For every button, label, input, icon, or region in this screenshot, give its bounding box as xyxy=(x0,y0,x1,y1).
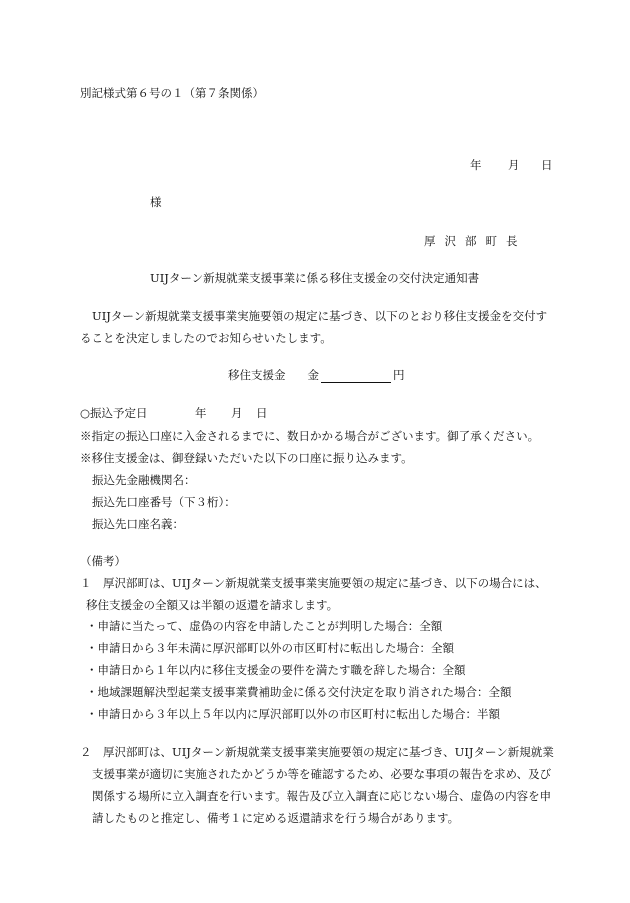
remarks-heading: （備考） xyxy=(80,554,126,568)
form-label: 別記様式第６号の１（第７条関係） xyxy=(80,86,264,100)
transfer-scheduled-label: ○振込予定日 xyxy=(80,406,148,420)
issuer: 厚沢部町長 xyxy=(424,234,527,248)
amount-unit: 円 xyxy=(393,368,405,382)
transfer-day: 日 xyxy=(256,406,268,420)
body-paragraph: UIJターン新規就業支援事業実施要領の規定に基づき、以下のとおり移住支援金を交付することを決定しましたのでお知らせいたします。 xyxy=(80,309,548,345)
transfer-month: 月 xyxy=(231,406,243,420)
date-year-label: 年 xyxy=(470,158,482,172)
amount-prefix: 金 xyxy=(307,368,319,382)
remarks-bullet: ・申請日から３年以上５年以内に厚沢部町以外の市区町村に転出した場合：半額 xyxy=(86,707,500,721)
transfer-note-1: ※指定の振込口座に入金されるまでに、数日かかる場合がございます。御了承ください。 xyxy=(80,429,540,443)
amount-blank xyxy=(321,370,391,383)
remarks-item2-line1: ２ 厚沢部町は、UIJターン新規就業支援事業実施要領の規定に基づき、UIJターン新規就業 xyxy=(80,745,554,759)
remarks-bullet: ・申請日から３年未満に厚沢部町以外の市区町村に転出した場合：全額 xyxy=(86,641,454,655)
remarks-item2-line2: 支援事業が適切に実施されたかどうか等を確認するため、必要な事項の報告を求め、及び xyxy=(92,767,552,781)
amount-label: 移住支援金 xyxy=(228,368,286,382)
remarks-bullet: ・申請日から１年以内に移住支援金の要件を満たす職を辞した場合：全額 xyxy=(86,663,466,677)
document-title: UIJターン新規就業支援事業に係る移住支援金の交付決定通知書 xyxy=(150,271,480,285)
account-number-label: 振込先口座番号（下３桁）： xyxy=(92,495,236,509)
transfer-scheduled-line xyxy=(80,405,148,421)
date-month-label: 月 xyxy=(508,158,520,172)
account-holder-label: 振込先口座名義： xyxy=(92,517,184,531)
bank-name-label: 振込先金融機関名： xyxy=(92,473,196,487)
remarks-item2-line3: 関係する場所に立入調査を行います。報告及び立入調査に応じない場合、虚偽の内容を申 xyxy=(92,789,552,803)
amount-line xyxy=(228,367,405,383)
addressee-honorific: 様 xyxy=(150,195,162,209)
transfer-note-2: ※移住支援金は、御登録いただいた以下の口座に振り込みます。 xyxy=(80,451,413,465)
remarks-item2-line4: 請したものと推定し、備考１に定める返還請求を行う場合があります。 xyxy=(92,811,460,825)
transfer-year: 年 xyxy=(195,406,207,420)
remarks-bullet: ・地域課題解決型起業支援事業費補助金に係る交付決定を取り消された場合：全額 xyxy=(86,685,512,699)
remarks-item1-line2: 移住支援金の全額又は半額の返還を請求します。 xyxy=(86,598,339,612)
date-day-label: 日 xyxy=(541,158,553,172)
remarks-item1-line1: １ 厚沢部町は、UIJターン新規就業支援事業実施要領の規定に基づき、以下の場合には、 xyxy=(80,576,547,590)
remarks-bullet: ・申請に当たって、虚偽の内容を申請したことが判明した場合：全額 xyxy=(86,619,443,633)
